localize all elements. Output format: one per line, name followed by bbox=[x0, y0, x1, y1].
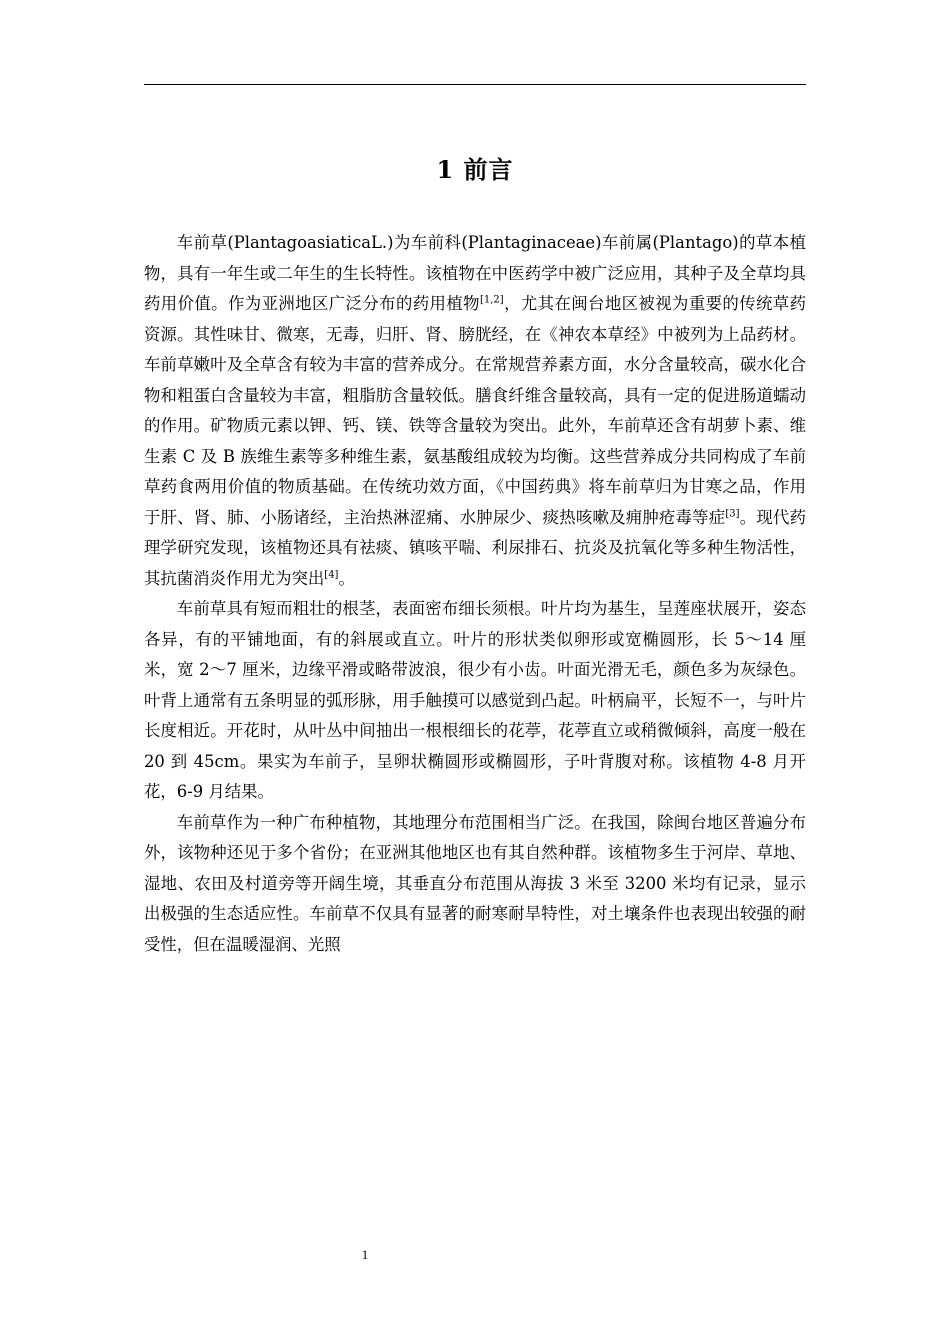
page-number: 1 bbox=[361, 1247, 369, 1262]
paragraph-text: ，尤其在闽台地区被视为重要的传统草药资源。其性味甘、微寒，无毒，归肝、肾、膀胱经，在《神农本草经》中被列为上品药材。车前草嫩叶及全草含有较为丰富的营养成分。在常规营养素方面，水分含量较高，碳水化合物和粗蛋白含量较为丰富，粗脂肪含量较低。膳食纤维含量较高，具有一定的促进肠道蠕动的作用。矿物质元素以钾、钙、镁、铁等含量较为突出。此外，车前草还含有胡萝卜素、维生素 C 及 B 族维生素等多种维生素，氨基酸组成较为均衡。这些营养成分共同构成了车前草药食两用价值的物质基础。在传统功效方面，《中国药典》将车前草归为甘寒之品，作用于肝、肾、肺、小肠诸经，主治热淋涩痛、水肿尿少、痰热咳嗽及痈肿疮毒等症 bbox=[144, 294, 806, 527]
paragraph bbox=[144, 228, 806, 594]
paragraph-text: 车前草作为一种广布种植物，其地理分布范围相当广泛。在我国，除闽台地区普遍分布外，该物种还见于多个省份；在亚洲其他地区也有其自然种群。该植物多生于河岸、草地、湿地、农田及村道旁等开阔生境，其垂直分布范围从海拔 3 米至 3200 米均有记录，显示出极强的生态适应性。车前草不仅具有显著的耐寒耐旱特性，对土壤条件也表现出较强的耐受性，但在温暖湿润、光照 bbox=[144, 812, 806, 954]
section-heading: 1 前言 bbox=[436, 155, 514, 184]
paragraph-text: 车前草具有短而粗壮的根茎，表面密布细长须根。叶片均为基生，呈莲座状展开，姿态各异，有的平铺地面，有的斜展或直立。叶片的形状类似卵形或宽椭圆形，长 5～14 厘米，宽 2～7 厘米，边缘平滑或略带波浪，很少有小齿。叶面光滑无毛，颜色多为灰绿色。叶背上通常有五条明显的弧形脉，用手触摸可以感觉到凸起。叶柄扁平，长短不一，与叶片长度相近。开花时，从叶丛中间抽出一根根细长的花葶，花葶直立或稍微倾斜，高度一般在 20 到 45cm。果实为车前子，呈卵状椭圆形或椭圆形，子叶背腹对称。该植物 4-8 月开花，6-9 月结果。 bbox=[144, 599, 806, 801]
header-rule bbox=[144, 84, 806, 85]
citation-ref: [3] bbox=[725, 508, 740, 520]
body-text bbox=[144, 228, 806, 960]
paragraph bbox=[144, 594, 806, 808]
citation-ref: [1,2] bbox=[479, 294, 504, 306]
paragraph-text: 。现代药理学研究发现，该植物还具有祛痰、镇咳平喘、利尿排石、抗炎及抗氧化等多种生物活性，其抗菌消炎作用尤为突出 bbox=[144, 507, 807, 588]
citation-ref: [4] bbox=[324, 569, 339, 581]
paragraph bbox=[144, 808, 806, 961]
paragraph-text: 。 bbox=[338, 568, 355, 588]
paragraph-text: 车前草(PlantagoasiaticaL.)为车前科(Plantaginaceae)车前属(Plantago)的草本植物，具有一年生或二年生的生长特性。该植物在中医药学中被广泛应用，其种子及全草均具药用价值。作为亚洲地区广泛分布的药用植物 bbox=[144, 233, 806, 313]
